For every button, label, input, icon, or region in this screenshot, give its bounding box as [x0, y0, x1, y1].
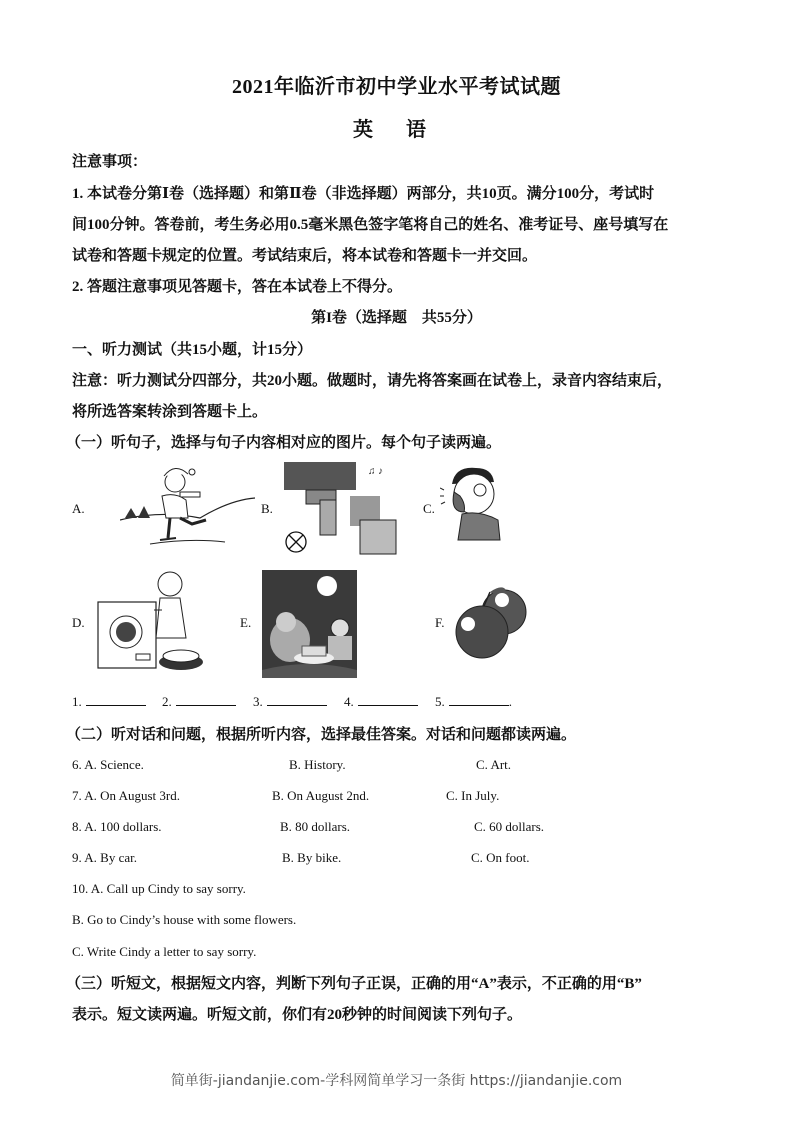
section1-note-line1: 注意：听力测试分四部分，共20小题。做题时，请先将答案画在试卷上，录音内容结束后， — [72, 373, 673, 389]
q10-option-c: C. Write Cindy a letter to say sorry. — [72, 944, 257, 959]
pic-d-label: D. — [72, 615, 85, 630]
pic-c-label: C. — [423, 501, 435, 516]
part1-heading: 第I卷（选择题 共55分） — [311, 310, 482, 326]
q8-option-a: 8. A. 100 dollars. — [72, 819, 162, 834]
q6-option-a: 6. A. Science. — [72, 757, 144, 772]
girl-washing-machine-image — [96, 570, 211, 675]
answer-blank-5[interactable] — [435, 694, 512, 710]
q7-option-c: C. In July. — [446, 788, 500, 803]
q10-option-a: 10. A. Call up Cindy to say sorry. — [72, 881, 246, 896]
mooncake-festival-image — [262, 570, 357, 678]
apples-image — [450, 582, 530, 662]
pic-f-label: F. — [435, 615, 445, 630]
blank-line — [358, 695, 418, 706]
notes-line-4: 2. 答题注意事项见答题卡，答在本试卷上不得分。 — [72, 279, 403, 295]
notes-line-2: 间100分钟。答卷前，考生务必用0.5毫米黑色签字笔将自己的姓名、准考证号、座号填写在 — [72, 217, 669, 233]
blank-3-label: 3. — [253, 694, 263, 709]
blank-1-label: 1. — [72, 694, 82, 709]
answer-blank-2[interactable] — [162, 694, 236, 710]
q6-option-c: C. Art. — [476, 757, 512, 772]
pic-e-label: E. — [240, 615, 252, 630]
q10-option-b: B. Go to Cindy’s house with some flowers. — [72, 912, 297, 927]
q9-option-a: 9. A. By car. — [72, 850, 137, 865]
q9-option-b: B. By bike. — [282, 850, 342, 865]
q9-option-c: C. On foot. — [471, 850, 530, 865]
q7-option-a: 7. A. On August 3rd. — [72, 788, 180, 803]
boy-toothache-image — [440, 462, 515, 547]
sub2-title: （二）听对话和问题，根据所听内容，选择最佳答案。对话和问题都读两遍。 — [66, 727, 577, 743]
blank-2-label: 2. — [162, 694, 172, 709]
blank-5-label: 5. — [435, 694, 445, 709]
sub3-title-line2: 表示。短文读两遍。听短文前，你们有20秒钟的时间阅读下列句子。 — [72, 1007, 523, 1023]
exam-subject: 英 语 — [353, 119, 440, 141]
q6-option-b: B. History. — [289, 757, 346, 772]
pic-b-label: B. — [261, 501, 273, 516]
exam-title: 2021年临沂市初中学业水平考试试题 — [232, 76, 561, 98]
pic-a-label: A. — [72, 501, 85, 516]
notes-line-1: 1. 本试卷分第Ⅰ卷（选择题）和第Ⅱ卷（非选择题）两部分，共10页。满分100分，考试时 — [72, 186, 655, 202]
answer-blank-1[interactable] — [72, 694, 146, 710]
blank-5-end: . — [508, 694, 512, 709]
q7-option-b: B. On August 2nd. — [272, 788, 370, 803]
q8-option-b: B. 80 dollars. — [280, 819, 351, 834]
sub1-title: （一）听句子，选择与句子内容相对应的图片。每个句子读两遍。 — [66, 435, 502, 451]
ice-skating-boy-image — [120, 460, 255, 550]
q8-option-c: C. 60 dollars. — [474, 819, 545, 834]
notes-line-3: 试卷和答题卡规定的位置。考试结束后，将本试卷和答题卡一并交回。 — [72, 248, 538, 264]
blank-line — [449, 695, 509, 706]
answer-blank-3[interactable] — [253, 694, 327, 710]
section1-note-line2: 将所选答案转涂到答题卡上。 — [72, 404, 268, 420]
blank-line — [267, 695, 327, 706]
no-music-in-class-image — [280, 460, 400, 555]
blank-line — [86, 695, 146, 706]
watermark-footer: 简单街-jiandanjie.com-学科网简单学习一条街 https://jiandanjie.com — [170, 1073, 623, 1089]
svg-text:♫ ♪: ♫ ♪ — [368, 466, 383, 477]
answer-blank-4[interactable] — [344, 694, 418, 710]
blank-4-label: 4. — [344, 694, 354, 709]
section1-title: 一、听力测试（共15小题，计15分） — [72, 342, 313, 358]
sub3-title-line1: （三）听短文，根据短文内容，判断下列句子正误，正确的用“A”表示，不正确的用“B” — [66, 976, 642, 992]
blank-line — [176, 695, 236, 706]
notes-heading: 注意事项： — [72, 154, 148, 170]
